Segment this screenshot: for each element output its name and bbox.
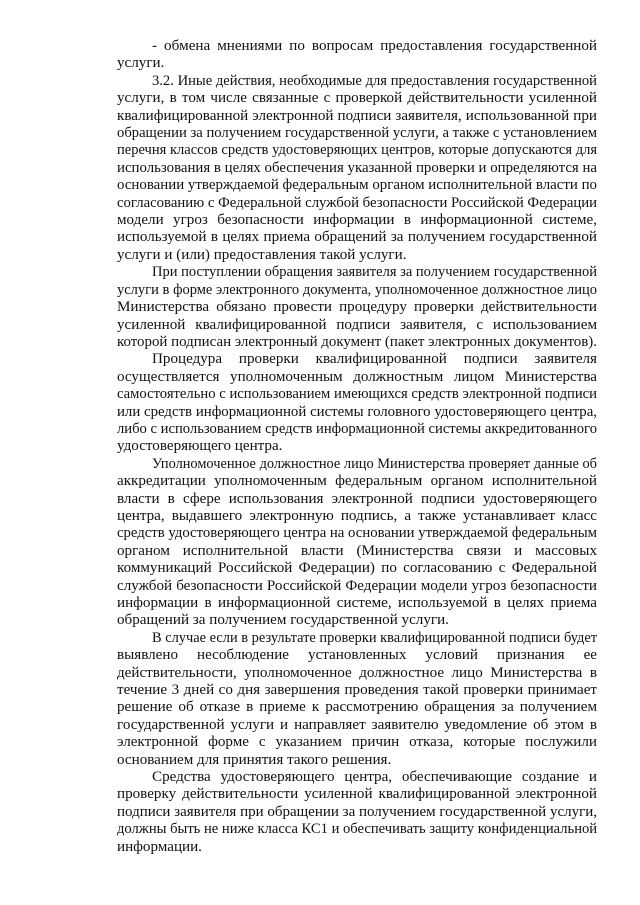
text-line: службой безопасности Российской Федерации модели угроз безопасности	[117, 577, 597, 594]
text-line: решение об отказе в приеме к рассмотрению обращения за получением	[117, 699, 597, 716]
text-line: информации в информационной системе, используемой в целях приема	[117, 595, 597, 611]
text-line: согласованию с Федеральной службой безопасности Российской Федерации	[117, 194, 598, 211]
text-line: В случае если в результате проверки квалифицированной подписи будет	[152, 629, 598, 646]
text-line: использования в целях обеспечения указанной проверки и определяются на	[117, 159, 597, 176]
text-line: либо с использованием средств информационной системы аккредитованного	[117, 420, 597, 437]
text-line: или средств информационной системы головного удостоверяющего центра,	[117, 403, 597, 420]
text-line: органом исполнительной власти (Министерства связи и массовых	[117, 542, 597, 559]
text-line: коммуникаций Российской Федерации) по согласованию с Федеральной	[117, 560, 597, 577]
text-line: основании утверждаемой федеральным органом исполнительной власти по	[117, 177, 597, 194]
text-line: обращений за получением государственной услуги.	[117, 612, 449, 629]
text-line: Процедура проверки квалифицированной подписи заявителя	[152, 351, 597, 368]
text-line: власти в сфере использования электронной подписи удостоверяющего	[117, 490, 597, 507]
text-line: информации.	[117, 838, 202, 855]
text-line: средств удостоверяющего центра на основании утверждаемой федеральным	[117, 525, 597, 542]
text-line: самостоятельно с использованием имеющихся средств электронной подписи	[117, 386, 597, 403]
text-line: течение 3 дней со дня завершения проведения такой проверки принимает	[117, 682, 597, 699]
text-line: должны быть не ниже класса КС1 и обеспечивать защиту конфиденциальной	[117, 821, 598, 838]
text-line: При поступлении обращения заявителя за получением государственной	[152, 264, 598, 281]
text-line: усиленной квалифицированной подписи заявителя, с использованием	[117, 316, 597, 333]
text-line: модели угроз безопасности информации в информационной системе,	[117, 212, 597, 229]
text-line: перечня классов средств удостоверяющих центров, которые допускаются для	[117, 142, 597, 159]
document-body	[117, 38, 597, 856]
text-line: услуги и (или) предоставления такой услуги.	[117, 246, 407, 263]
text-line: государственной услуги и направляет заявителю уведомление об этом в	[117, 716, 597, 733]
text-line: - обмена мнениями по вопросам предоставления государственной	[152, 38, 597, 54]
text-line: основанием для принятия такого решения.	[117, 751, 392, 768]
text-line: действительности, уполномоченное должностное лицо Министерства в	[117, 664, 597, 681]
text-line: услуги.	[117, 55, 165, 72]
text-line: услуги, в том числе связанные с проверкой действительности усиленной	[117, 90, 597, 107]
text-line: услуги в форме электронного документа, уполномоченное должностное лицо	[117, 281, 597, 298]
text-line: обращении за получением государственной услуги, а также с установлением	[117, 125, 597, 142]
text-line: Уполномоченное должностное лицо Министерства проверяет данные об	[152, 455, 597, 472]
text-line: удостоверяющего центра.	[117, 438, 283, 455]
text-line: электронной форме с указанием причин отказа, которые послужили	[117, 734, 597, 751]
text-line: используемой в целях приема обращений за получением государственной	[117, 229, 597, 246]
text-line: выявлено несоблюдение установленных условий признания ее	[117, 647, 597, 664]
text-line: осуществляется уполномоченным должностным лицом Министерства	[117, 368, 597, 385]
text-line: Министерства обязано провести процедуру проверки действительности	[117, 299, 597, 316]
text-line: центра, выдавшего электронную подпись, а также устанавливает класс	[117, 507, 597, 524]
text-line: проверку действительности усиленной квалифицированной электронной	[117, 786, 597, 803]
text-line: аккредитации уполномоченным федеральным органом исполнительной	[117, 473, 597, 490]
text-line: Средства удостоверяющего центра, обеспечивающие создание и	[152, 769, 597, 786]
text-line: которой подписан электронный документ (пакет электронных документов).	[117, 333, 597, 350]
text-line: 3.2. Иные действия, необходимые для предоставления государственной	[152, 72, 597, 89]
text-line: подписи заявителя при обращении за получением государственной услуги,	[117, 803, 597, 820]
text-line: квалифицированной электронной подписи заявителя, использованной при	[117, 107, 597, 124]
